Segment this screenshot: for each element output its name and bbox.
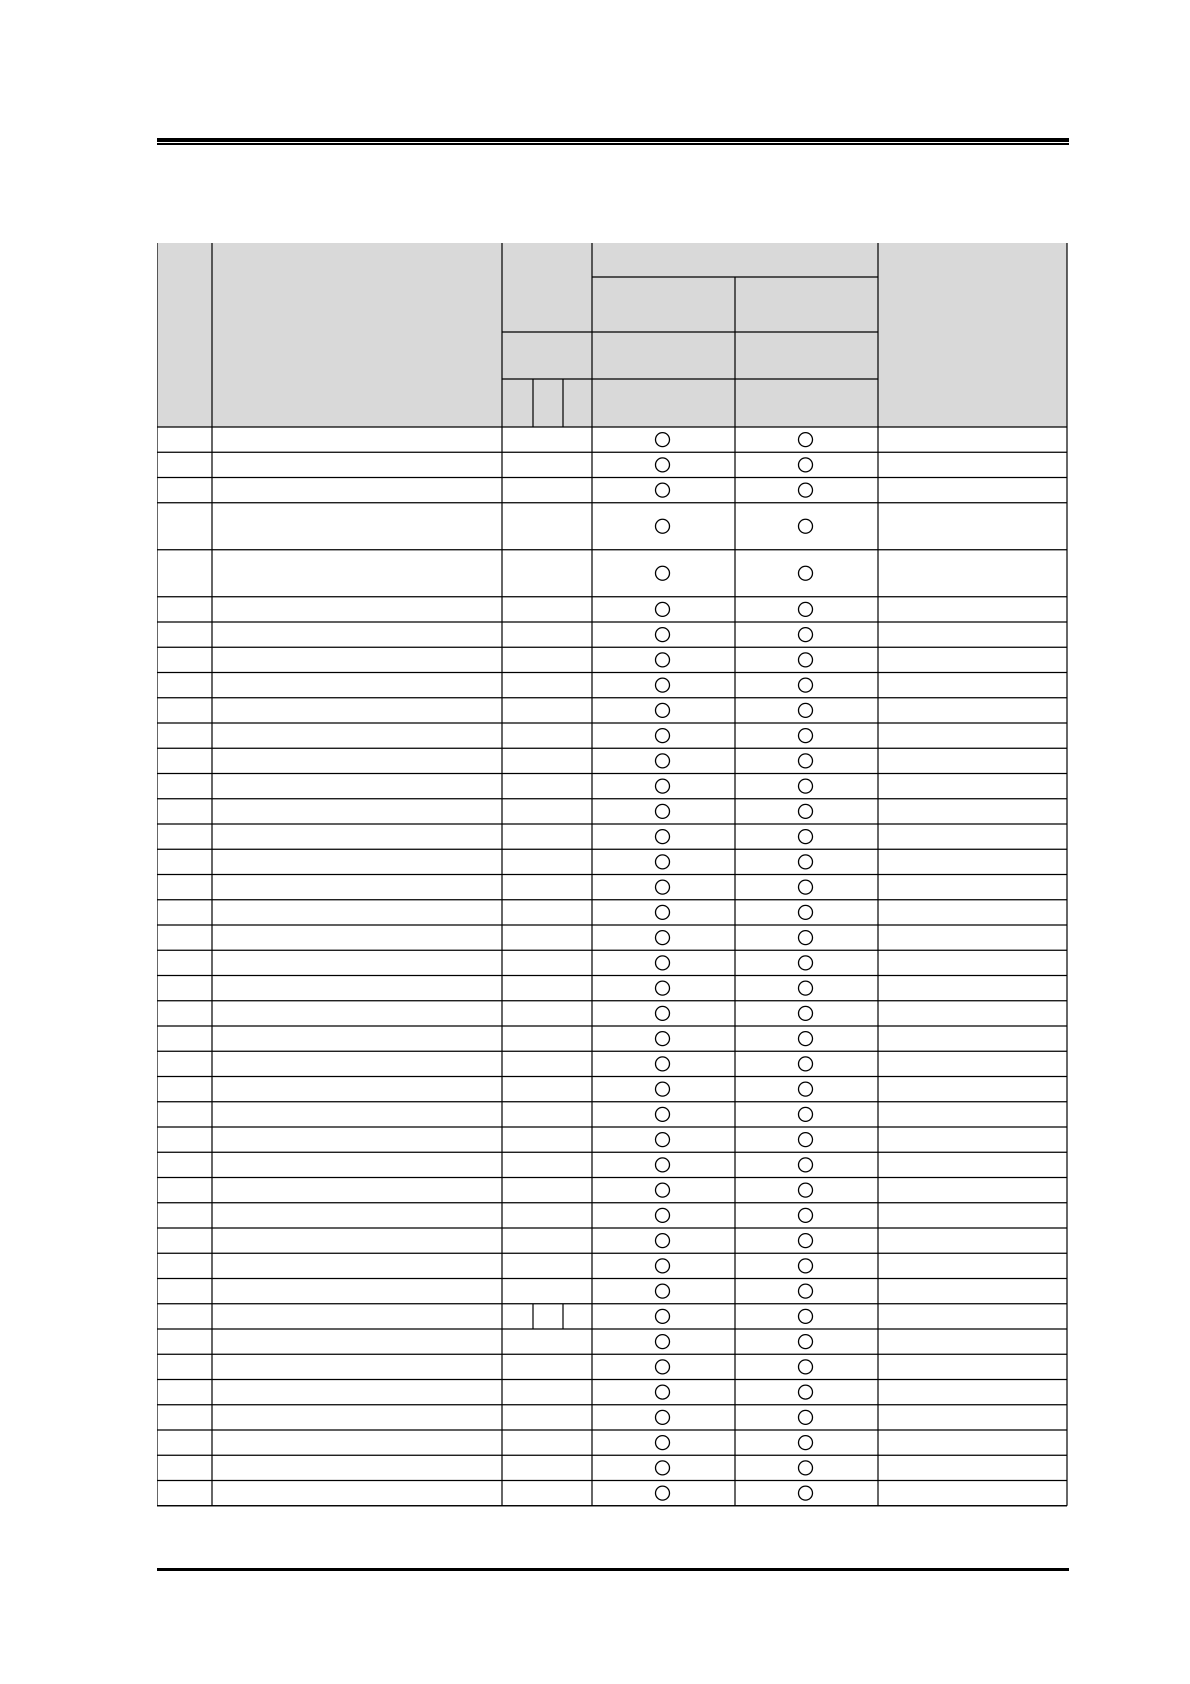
mark-circle-b xyxy=(799,804,813,818)
mark-circle-a xyxy=(656,880,670,894)
mark-circle-a xyxy=(656,566,670,580)
mark-circle-a xyxy=(656,1082,670,1096)
mark-circle-a xyxy=(656,703,670,717)
mark-circle-b xyxy=(799,1183,813,1197)
mark-circle-a xyxy=(656,458,670,472)
mark-circle-b xyxy=(799,1360,813,1374)
mark-circle-a xyxy=(656,483,670,497)
mark-circle-a xyxy=(656,905,670,919)
mark-circle-b xyxy=(799,1410,813,1424)
mark-circle-a xyxy=(656,1385,670,1399)
mark-circle-a xyxy=(656,1133,670,1147)
checklist-table xyxy=(157,243,1069,1508)
mark-circle-b xyxy=(799,956,813,970)
mark-circle-b xyxy=(799,1259,813,1273)
mark-circle-b xyxy=(799,602,813,616)
mark-circle-a xyxy=(656,1183,670,1197)
mark-circle-a xyxy=(656,1208,670,1222)
mark-circle-b xyxy=(799,1006,813,1020)
table-grid-lines xyxy=(157,243,1067,1506)
mark-circle-a xyxy=(656,433,670,447)
mark-circle-b xyxy=(799,566,813,580)
mark-circle-b xyxy=(799,1082,813,1096)
mark-circle-b xyxy=(799,880,813,894)
mark-circle-b xyxy=(799,433,813,447)
mark-circle-b xyxy=(799,1133,813,1147)
mark-circle-a xyxy=(656,956,670,970)
mark-circle-a xyxy=(656,1284,670,1298)
mark-circle-a xyxy=(656,1107,670,1121)
mark-circle-b xyxy=(799,1107,813,1121)
mark-circle-a xyxy=(656,653,670,667)
mark-circle-b xyxy=(799,729,813,743)
mark-circle-a xyxy=(656,729,670,743)
mark-circle-a xyxy=(656,1436,670,1450)
mark-circle-b xyxy=(799,1032,813,1046)
mark-circle-b xyxy=(799,483,813,497)
mark-circle-a xyxy=(656,1360,670,1374)
mark-circle-a xyxy=(656,1410,670,1424)
mark-circle-a xyxy=(656,602,670,616)
mark-circle-b xyxy=(799,830,813,844)
mark-circle-a xyxy=(656,855,670,869)
mark-circle-b xyxy=(799,1284,813,1298)
mark-circle-b xyxy=(799,703,813,717)
mark-circle-a xyxy=(656,1234,670,1248)
table-header-shading xyxy=(157,243,1067,427)
header-background xyxy=(157,243,1067,427)
mark-circle-a xyxy=(656,1335,670,1349)
mark-circle-a xyxy=(656,628,670,642)
mark-circle-a xyxy=(656,830,670,844)
mark-circle-b xyxy=(799,1309,813,1323)
mark-circle-b xyxy=(799,1436,813,1450)
mark-circle-b xyxy=(799,519,813,533)
mark-circle-b xyxy=(799,1234,813,1248)
mark-circle-a xyxy=(656,1158,670,1172)
mark-circle-a xyxy=(656,1461,670,1475)
mark-circle-a xyxy=(656,754,670,768)
mark-circle-a xyxy=(656,804,670,818)
mark-circle-b xyxy=(799,779,813,793)
mark-circle-b xyxy=(799,905,813,919)
mark-circle-a xyxy=(656,1006,670,1020)
mark-circle-b xyxy=(799,1158,813,1172)
mark-circle-a xyxy=(656,1309,670,1323)
mark-circle-b xyxy=(799,678,813,692)
header-double-rule xyxy=(157,138,1069,145)
mark-circle-b xyxy=(799,1057,813,1071)
mark-circle-b xyxy=(799,653,813,667)
mark-circle-b xyxy=(799,628,813,642)
mark-circle-a xyxy=(656,779,670,793)
mark-circle-a xyxy=(656,1032,670,1046)
mark-circle-b xyxy=(799,458,813,472)
mark-circle-b xyxy=(799,1385,813,1399)
mark-circle-b xyxy=(799,1335,813,1349)
mark-circle-b xyxy=(799,1208,813,1222)
mark-circle-a xyxy=(656,1259,670,1273)
mark-circle-a xyxy=(656,931,670,945)
mark-circle-a xyxy=(656,981,670,995)
mark-circle-b xyxy=(799,931,813,945)
table-circle-marks xyxy=(656,433,813,1501)
mark-circle-a xyxy=(656,678,670,692)
mark-circle-b xyxy=(799,981,813,995)
mark-circle-a xyxy=(656,1486,670,1500)
mark-circle-b xyxy=(799,855,813,869)
mark-circle-b xyxy=(799,754,813,768)
mark-circle-b xyxy=(799,1486,813,1500)
mark-circle-a xyxy=(656,1057,670,1071)
footer-rule xyxy=(157,1568,1069,1571)
mark-circle-b xyxy=(799,1461,813,1475)
mark-circle-a xyxy=(656,519,670,533)
